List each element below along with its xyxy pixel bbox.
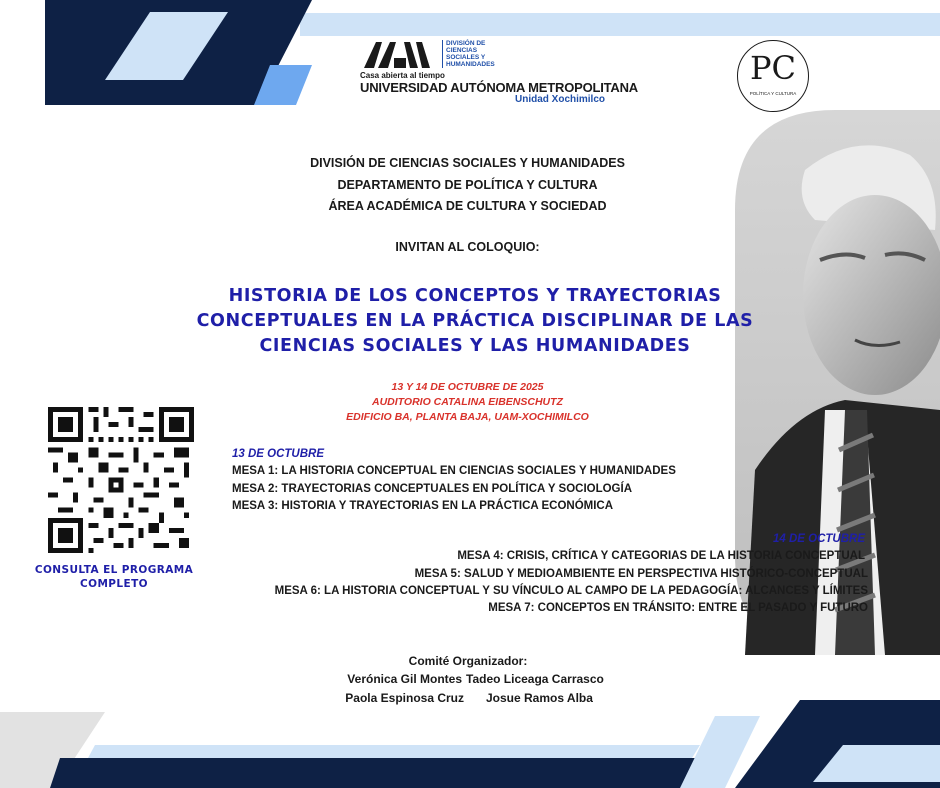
uam-division-line: HUMANIDADES (446, 61, 495, 68)
uam-unit-name: Unidad Xochimilco (515, 94, 606, 105)
top-light-band (300, 13, 940, 36)
mesa-item: MESA 4: CRISIS, CRÍTICA Y CATEGORIAS DE LA HISTORIA CONCEPTUAL (457, 550, 865, 562)
uam-division (442, 40, 495, 68)
header-area: ÁREA ACADÉMICA DE CULTURA Y SOCIEDAD (328, 199, 607, 213)
header-division: DIVISIÓN DE CIENCIAS SOCIALES Y HUMANIDADES (310, 156, 625, 170)
committee-member: Verónica Gil Montes (347, 672, 462, 686)
mesa-item: MESA 1: LA HISTORIA CONCEPTUAL EN CIENCIAS SOCIALES Y HUMANIDADES (232, 465, 676, 477)
title-line: CONCEPTUALES EN LA PRÁCTICA DISCIPLINAR DE LAS (196, 311, 754, 331)
mesa-item: MESA 3: HISTORIA Y TRAYECTORIAS EN LA PRÁCTICA ECONÓMICA (232, 500, 614, 512)
uam-emblem-icon (364, 40, 436, 70)
day1-label: 13 DE OCTUBRE (232, 448, 325, 460)
event-venue: AUDITORIO CATALINA EIBENSCHUTZ (372, 396, 563, 408)
bottom-light-band (88, 745, 700, 758)
title-line: HISTORIA DE LOS CONCEPTOS Y TRAYECTORIAS (228, 286, 722, 306)
uam-logo (360, 40, 638, 110)
header-invite: INVITAN AL COLOQUIO: (395, 240, 540, 254)
pc-logo (737, 40, 809, 112)
bottom-navy-band (50, 758, 720, 788)
committee-member: Tadeo Liceaga Carrasco (466, 672, 604, 686)
day2-label: 14 DE OCTUBRE (772, 533, 865, 545)
committee-label: Comité Organizador: (408, 654, 528, 668)
pc-logo-caption: POLÍTICA Y CULTURA (749, 91, 797, 96)
uam-division-line: DIVISIÓN DE (446, 40, 486, 47)
event-building: EDIFICIO BA, PLANTA BAJA, UAM-XOCHIMILCO (346, 411, 589, 423)
colloquium-title (165, 284, 785, 359)
qr-code[interactable] (48, 407, 194, 553)
mesa-item: MESA 6: LA HISTORIA CONCEPTUAL Y SU VÍNCULO AL CAMPO DE LA PEDAGOGÍA: ALCANCES Y LÍMITES (274, 585, 868, 597)
uam-university-name: UNIVERSIDAD AUTÓNOMA METROPOLITANA (360, 80, 638, 95)
uam-caption: Casa abierta al tiempo (360, 71, 445, 80)
header-department: DEPARTAMENTO DE POLÍTICA Y CULTURA (337, 178, 598, 192)
qr-caption (28, 563, 200, 591)
bottom-decoration (0, 690, 940, 788)
mesa-item: MESA 7: CONCEPTOS EN TRÁNSITO: ENTRE EL PASADO Y FUTURO (488, 602, 868, 614)
pc-logo-letters: PC (749, 49, 796, 87)
event-dates: 13 Y 14 DE OCTUBRE DE 2025 (391, 381, 544, 393)
qr-caption-line: CONSULTA EL PROGRAMA (34, 564, 194, 576)
qr-caption-line: COMPLETO (80, 578, 148, 590)
mesa-item: MESA 5: SALUD Y MEDIOAMBIENTE EN PERSPECTIVA HISTÓRICO-CONCEPTUAL (414, 568, 868, 580)
uam-division-line: SOCIALES Y (446, 54, 486, 61)
committee-member: Paola Espinosa Cruz (345, 691, 464, 705)
title-line: CIENCIAS SOCIALES Y LAS HUMANIDADES (259, 336, 691, 356)
uam-division-line: CIENCIAS (446, 47, 478, 54)
committee-member: Josue Ramos Alba (486, 691, 593, 705)
event-info (300, 380, 635, 425)
mesa-item: MESA 2: TRAYECTORIAS CONCEPTUALES EN POLÍTICA Y SOCIOLOGÍA (232, 483, 632, 495)
